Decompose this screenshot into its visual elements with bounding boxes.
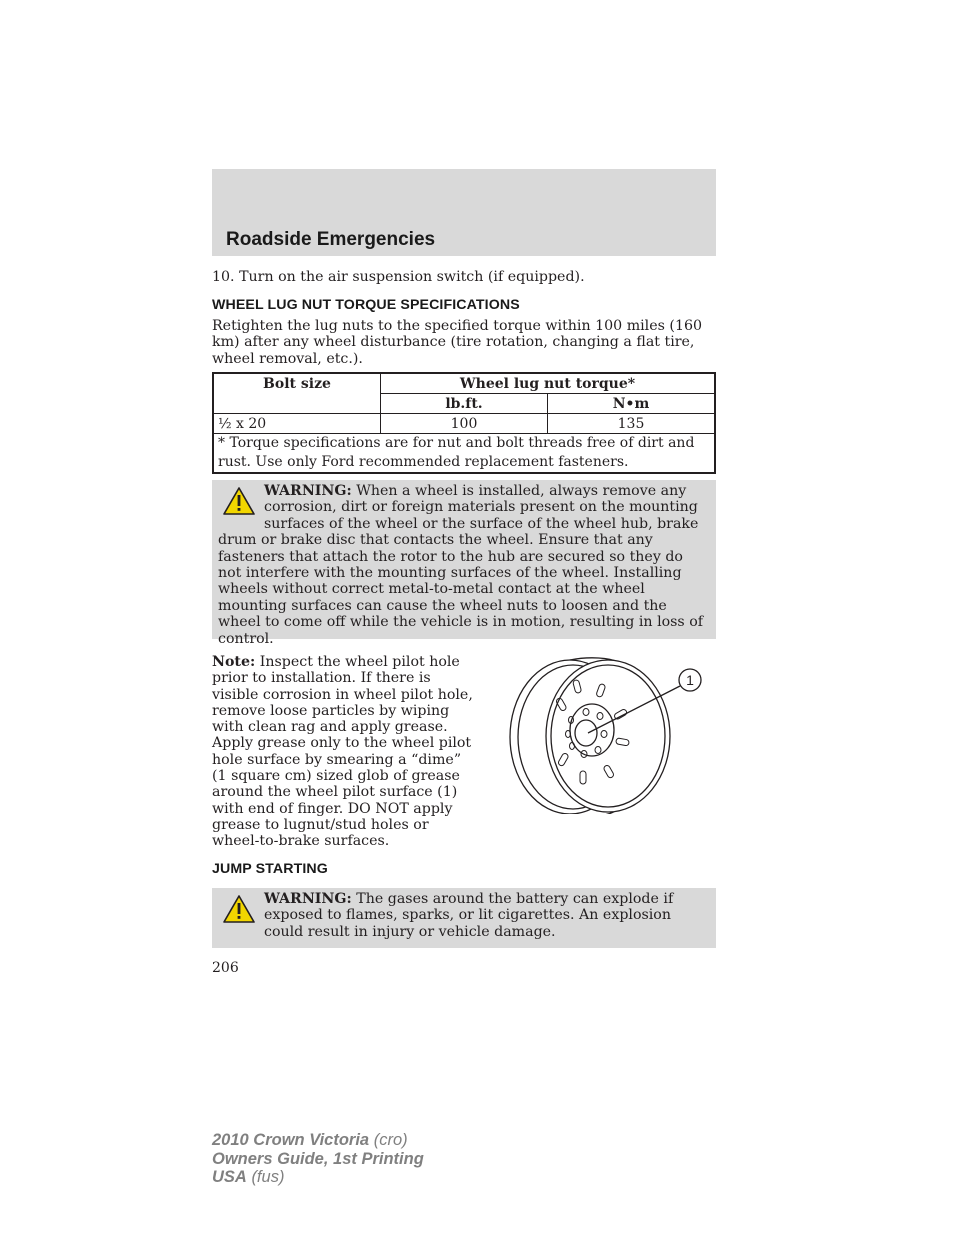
note-label: Note: [212, 654, 256, 670]
warning-text: The gases around the battery can explode if exposed to flames, sparks, or lit cigarettes. An explosion could result in injury or vehicle damage. [264, 891, 674, 940]
header-unit-nm: N•m [548, 394, 716, 414]
note-paragraph [212, 654, 474, 850]
header-bolt-size: Bolt size [213, 373, 381, 414]
callout-1: 1 [686, 672, 694, 688]
section-header-band [212, 169, 716, 256]
cell-lbft: 100 [381, 414, 548, 434]
cell-bolt-size: ½ x 20 [213, 414, 381, 434]
page-number: 206 [212, 960, 239, 976]
footer-market-code: (fus) [251, 1168, 285, 1186]
header-lug-nut-torque: Wheel lug nut torque* [381, 373, 716, 394]
wheel-warning-box [212, 480, 716, 647]
torque-section-heading: WHEEL LUG NUT TORQUE SPECIFICATIONS [212, 297, 520, 313]
footer-market: USA [212, 1168, 247, 1186]
document-footer [212, 1131, 424, 1187]
footer-model: 2010 Crown Victoria [212, 1131, 370, 1149]
warning-label: WARNING: [264, 483, 352, 499]
header-unit-lbft: lb.ft. [381, 394, 548, 414]
table-footnote: * Torque specifications are for nut and bolt threads free of dirt and rust. Use only Ford recommended replacement fasteners. [213, 434, 715, 474]
footer-printing: Owners Guide, 1st Printing [212, 1149, 424, 1168]
battery-warning-box [212, 888, 716, 948]
warning-label: WARNING: [264, 891, 352, 907]
footer-model-code: (cro) [373, 1131, 408, 1149]
wheel-illustration [500, 654, 712, 814]
warning-text: When a wheel is installed, always remove any corrosion, dirt or foreign materials present on the mounting surfaces of the wheel or the surface of the wheel hub, brake drum or brake disc that contacts the wheel. Ensure that any fasteners that attach the rotor to the hub are secured so they do not interfere with the mounting surfaces of the wheel. Installing wheels without correct metal-to-metal contact at the wheel mounting surfaces can cause the wheel nuts to loosen and the wheel to come off while the vehicle is in motion, resulting in loss of control. [218, 483, 704, 647]
torque-intro-paragraph: Retighten the lug nuts to the specified torque within 100 miles (160 km) after any wheel disturbance (tire rotation, changing a flat tire, wheel removal, etc.). [212, 318, 703, 367]
table-row [213, 414, 715, 434]
note-text: Inspect the wheel pilot hole prior to installation. If there is visible corrosion in wheel pilot hole, remove loose particles by wiping with clean rag and apply grease. Apply grease only to the wheel pilot hole surface by smearing a “dime” (1 square cm) sized glob of grease around the wheel pilot surface (1) with end of finger. DO NOT apply grease to lugnut/stud holes or wheel-to-brake surfaces. [212, 654, 473, 850]
page-title: Roadside Emergencies [226, 229, 436, 250]
cell-nm: 135 [548, 414, 716, 434]
torque-spec-table [212, 372, 716, 474]
step-10-text: 10. Turn on the air suspension switch (if equipped). [212, 269, 585, 285]
warning-triangle-icon [222, 894, 256, 924]
warning-triangle-icon [222, 486, 256, 516]
jump-starting-heading: JUMP STARTING [212, 861, 328, 877]
